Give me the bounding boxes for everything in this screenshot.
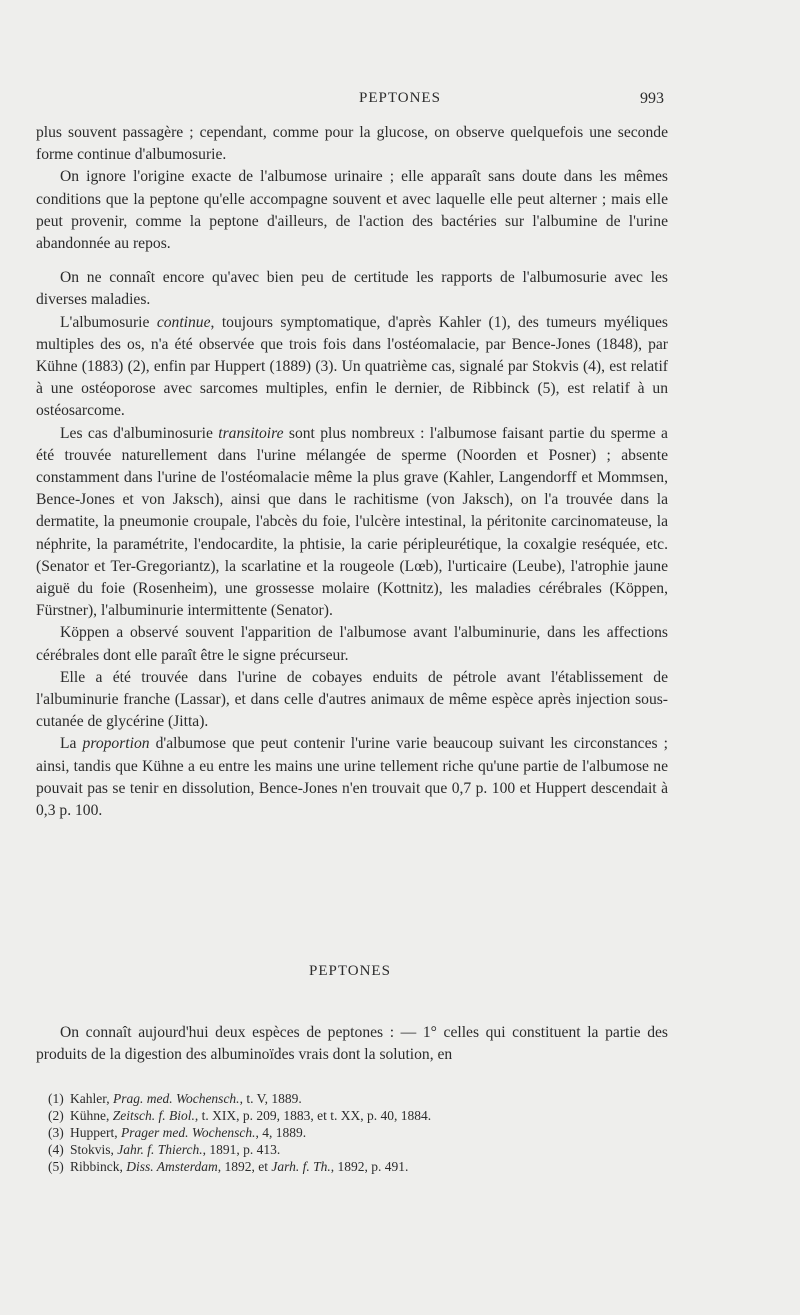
paragraph: On ne connaît encore qu'avec bien peu de certitude les rapports de l'albumosurie avec les diverses maladies. (36, 269, 668, 309)
paragraph: On connaît aujourd'hui deux espèces de peptones : — 1° celles qui constituent la partie des produits de la digestion des albuminoïdes vrais dont la solution, en (36, 1024, 668, 1064)
paragraph: Les cas d'albuminosurie transitoire sont plus nombreux : l'albumose faisant partie du sperme a été trouvée naturellement dans l'urine mélangée de sperme (Noorden et Posner) ; absente constamment dans l'urine de l'ostéomalacie même la plus grave (Kahler, Langendorff et Mommsen, Bence-Jones et von Jaksch), ainsi que dans le rachitisme (von Jaksch), on l'a trouvée dans la dermatite, la pneumonie croupale, l'abcès du foie, l'ulcère intestinal, la péritonite carcinomateuse, la néphrite, la paramétrite, l'endocardite, la phtisie, la carie péripleurétique, la coxalgie reséquée, etc. (Senator et Ter-Gregoriantz), la scarlatine et la rougeole (Lœb), l'urticaire (Leube), l'atrophie jaune aiguë du foie (Rosenheim), une grossesse molaire (Kottnitz), les maladies cérébrales (Köppen, Fürstner), l'albuminurie intermittente (Senator). (36, 424, 668, 620)
footnote-mark: (3) (48, 1125, 64, 1140)
running-title: PEPTONES (359, 90, 441, 106)
footnote: (1) Kahler, Prag. med. Wochensch., t. V, 1889. (48, 1091, 302, 1106)
footnote: (2) Kühne, Zeitsch. f. Biol., t. XIX, p. 209, 1883, et t. XX, p. 40, 1884. (48, 1108, 432, 1123)
body-text (36, 122, 668, 822)
footnote: (5) Ribbinck, Diss. Amsterdam, 1892, et Jarh. f. Th., 1892, p. 491. (48, 1159, 409, 1174)
paragraph: plus souvent passagère ; cependant, comme pour la glucose, on observe quelquefois une seconde forme continue d'albumosurie. (36, 124, 668, 164)
paragraph: La proportion d'albumose que peut contenir l'urine varie beaucoup suivant les circonstances ; ainsi, tandis que Kühne a eu entre les mains une urine tellement riche qu'une partie de l'albumose ne pouvait pas se tenir en dissolution, Bence-Jones n'en trouvait que 0,7 p. 100 et Huppert descendait à 0,3 p. 100. (36, 735, 668, 820)
paragraph: Köppen a observé souvent l'apparition de l'albumose avant l'albuminurie, dans les affections cérébrales dont elle paraît être le signe précurseur. (36, 624, 668, 664)
footnote: (3) Huppert, Prager med. Wochensch., 4, 1889. (48, 1125, 307, 1140)
footnote-mark: (2) (48, 1108, 64, 1123)
paragraph: On ignore l'origine exacte de l'albumose urinaire ; elle apparaît sans doute dans les mêmes conditions que la peptone qu'elle accompagne souvent et avec laquelle elle peut alterner ; mais elle peut provenir, comme la peptone d'ailleurs, de l'action des bactéries sur l'albumine de l'urine abandonnée au repos. (36, 168, 668, 253)
page-number: 993 (640, 90, 664, 107)
footnote-mark: (4) (48, 1142, 64, 1157)
section-intro (36, 1022, 668, 1066)
paragraph: L'albumosurie continue, toujours symptomatique, d'après Kahler (1), des tumeurs myéliques multiples des os, n'a été observée que trois fois dans l'ostéomalacie, par Bence-Jones (1848), par Kühne (1883) (2), enfin par Huppert (1889) (3). Un quatrième cas, signalé par Stokvis (4), est relatif à une ostéoporose avec sarcomes multiples, enfin le dernier, de Ribbinck (5), est relatif à un ostéosarcome. (36, 313, 668, 420)
section-heading: PEPTONES (309, 963, 391, 979)
footnote: (4) Stokvis, Jahr. f. Thierch., 1891, p. 413. (48, 1142, 281, 1157)
footnote-mark: (1) (48, 1091, 64, 1106)
footnotes (48, 1090, 668, 1175)
paragraph: Elle a été trouvée dans l'urine de cobayes enduits de pétrole avant l'établissement de l'albuminurie franche (Lassar), et dans celle d'autres animaux de même espèce après injection sous-cutanée de glycérine (Jitta). (36, 668, 668, 731)
footnote-mark: (5) (48, 1159, 64, 1174)
